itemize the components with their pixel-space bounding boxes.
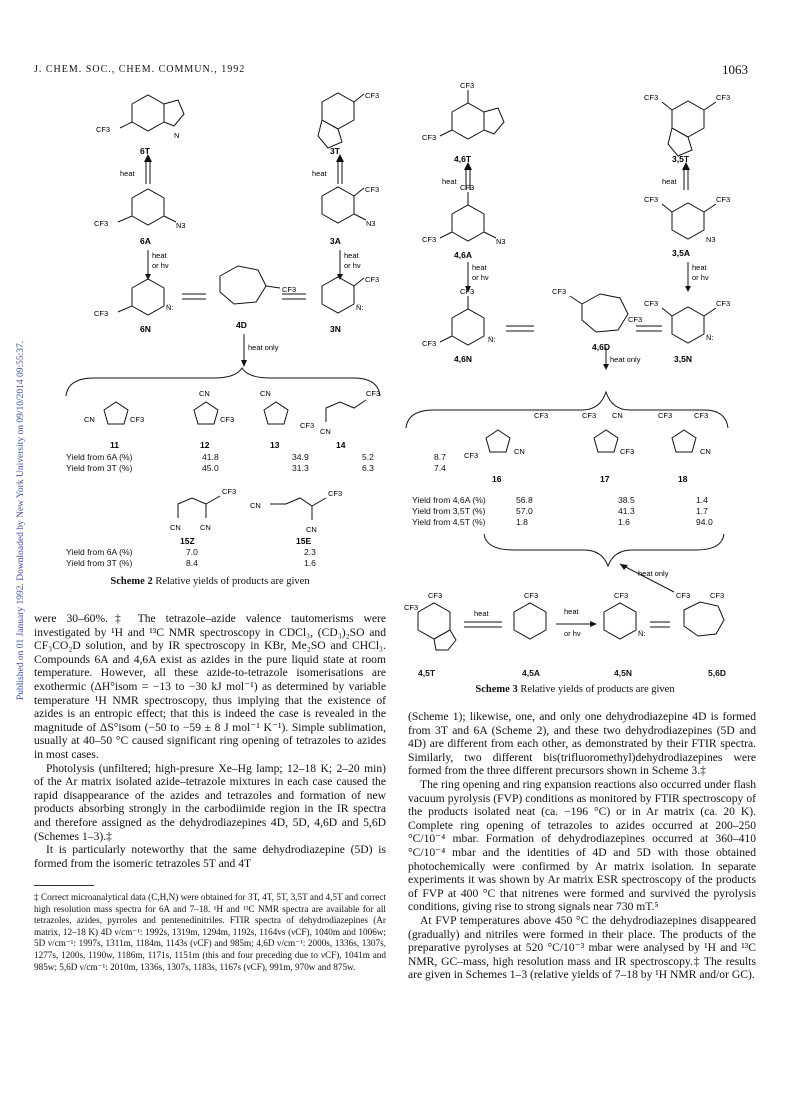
scheme2-products xyxy=(64,366,384,456)
yield-value: 7.0 xyxy=(186,546,198,557)
yield-value: 1.7 xyxy=(696,505,708,516)
arrow-label-heat-2: heat xyxy=(312,169,327,178)
s3b-group-cf3-a: CF3 xyxy=(428,591,443,600)
yield-value: 8.7 xyxy=(434,451,446,462)
s3p-group-cn-16: CN xyxy=(514,447,525,456)
s3-arrow-heat-2: heat xyxy=(662,177,677,186)
yield-row xyxy=(66,546,316,557)
yield-value: 34.9 xyxy=(292,451,309,462)
scheme3-bottom-labels xyxy=(418,668,728,680)
scheme2-group-cf3-4D: CF3 xyxy=(282,285,297,294)
paragraph: (Scheme 1); likewise, one, and only one dehydrodiazepine 4D is formed from 3T and 6A (Scheme 2), and these two dehydrodiazepines (5D and 4D) are different from each other, as demonstrated by their FTIR spectra. Similarly, two different bis(trifluoromethyl)dehydrodiazepines were formed from the three different precursors shown in Scheme 3.‡ xyxy=(408,710,756,778)
s3b-group-nitrene: N̈: xyxy=(638,629,646,638)
s3-group-nitrene-a: N̈: xyxy=(488,335,496,344)
label-4,6T: 4,6T xyxy=(454,154,472,164)
arrow-label-hv-2: or hν xyxy=(344,261,361,270)
group-cf3-11: CF3 xyxy=(130,415,145,424)
scheme2-group-cf3-3A: CF3 xyxy=(365,185,380,194)
label-15Z: 15Z xyxy=(180,536,195,546)
s3-group-n3-a: N3 xyxy=(496,237,506,246)
compound-4,5A-structure xyxy=(514,603,546,639)
label-3N: 3N xyxy=(330,324,341,334)
scheme3-caption-label: Scheme 3 xyxy=(475,684,518,695)
compound-4D-structure xyxy=(220,266,280,304)
s3p-group-cf3-16: CF3 xyxy=(534,411,549,420)
scheme2-structures xyxy=(60,80,390,370)
paragraph: were 30–60%.‡ The tetrazole–azide valence tautomerisms were investigated by ¹H and ¹³C NMR spectroscopy in CDCl₃, (CD₃)₂SO and CF₃CO₂D solution, and by IR spectroscopy in KBr, Me₂SO and CHCl₃. Compounds 6A and 4,6A exist as azides in the pure liquid state at room temperature. However, all these azide-to-tetrazole isomerisations are exothermic (ΔH°isom = −13 to −30 kJ mol⁻¹) as determined by variable temperature ¹H NMR spectroscopy, thus implying that the existence of azides is an entropic effect; that this is indeed the case is revealed in the magnitude of ΔS°isom (−50 to −59 ± 8 J mol⁻¹ K⁻¹). Simple sublimation, usually at 40–50 °C caused significant ring opening of tetrazoles to azides in most cases. xyxy=(34,612,386,761)
label-4,5A: 4,5A xyxy=(522,668,540,678)
paragraph: At FVP temperatures above 450 °C the dehydrodiazepines disappeared (gradually) and nitriles were formed in their place. The products of the preparative pyrolyses at 520 °C/10⁻³ mbar were analysed by ¹H and ¹³C NMR, GC–mass, high resolution mass and IR spectroscopy.‡ The results are given in Schemes 1–3 (relative yields of 7–18 by ¹H NMR and/or GC). xyxy=(408,913,756,982)
footnote-divider xyxy=(34,885,94,886)
label-3,5T: 3,5T xyxy=(672,154,690,164)
yield-row xyxy=(412,494,713,505)
scheme2-group-cf3-6T: CF3 xyxy=(96,125,111,134)
arrow-label-heat-only: heat only xyxy=(248,343,279,352)
label-3A: 3A xyxy=(330,236,341,246)
scheme2-group-n3-3A: N3 xyxy=(366,219,376,228)
s3-group-cf3-h: CF3 xyxy=(716,195,731,204)
label-18: 18 xyxy=(678,474,688,484)
s3-arrow-heat-4: heat xyxy=(692,263,707,272)
s3p-group-cf3-17b: CF3 xyxy=(620,447,635,456)
s3-group-cf3-i: CF3 xyxy=(460,287,475,296)
compound-4,6N-structure xyxy=(440,296,484,345)
watermark-text: Published on 01 January 1992. Downloaded by New York University on 09/10/2014 09:55:37. xyxy=(16,340,26,700)
yield-value: 41.8 xyxy=(202,451,219,462)
s3-group-cf3-f: CF3 xyxy=(422,235,437,244)
yield-value: 5.2 xyxy=(362,451,374,462)
group-nc-15E: CN xyxy=(250,501,261,510)
arrow-label-heat-3: heat xyxy=(152,251,167,260)
yield-row xyxy=(66,451,446,462)
s3p-group-cn-18: CN xyxy=(700,447,711,456)
yield-row-label: Yield from 3T (%) xyxy=(66,557,133,568)
compound-13-structure xyxy=(264,402,288,424)
s3b-group-f3c-b: CF3 xyxy=(676,591,691,600)
yield-value: 94.0 xyxy=(696,516,713,527)
scheme3-structures xyxy=(400,80,760,370)
scheme2-caption-label: Scheme 2 xyxy=(110,576,153,587)
compound-3,5A-structure xyxy=(662,203,716,239)
label-11: 11 xyxy=(110,440,119,450)
arrow-label-hv-1: or hν xyxy=(152,261,169,270)
scheme2-group-cf3-6A: CF3 xyxy=(94,219,109,228)
s3-arrow-heat-only-1: heat only xyxy=(610,355,641,364)
compound-4,5T-structure xyxy=(418,603,456,650)
s3-group-cf3-j: CF3 xyxy=(422,339,437,348)
paragraph: It is particularly noteworthy that the same dehydrodiazepine (5D) is formed from the isomeric tetrazoles 5T and 4T xyxy=(34,843,386,870)
s3-arrow-heat-5: heat xyxy=(474,609,489,618)
label-4,6A: 4,6A xyxy=(454,250,472,260)
arrow-label-heat-4: heat xyxy=(344,251,359,260)
scheme2-group-nitrene-6N: N̈: xyxy=(166,303,174,312)
compound-18-structure xyxy=(672,430,696,452)
yield-row xyxy=(66,462,446,473)
compound-14-structure xyxy=(326,400,366,422)
compound-4,6D-structure xyxy=(570,294,628,332)
scheme2-caption-text: Relative yields of products are given xyxy=(152,576,310,587)
yield-value: 7.4 xyxy=(434,462,446,473)
right-column-text xyxy=(408,710,756,982)
scheme2-caption xyxy=(40,576,380,587)
compound-15Z-structure xyxy=(178,496,220,518)
paragraph: The ring opening and ring expansion reactions also occurred under flash vacuum pyrolysis (FVP) conditions as monitored by FTIR spectroscopy of the products isolated neat (ca. −196 °C) or in Ar matrix (ca. 20 K). Complete ring opening of tetrazoles to azides occurred at 200–250 °C/10⁻⁴ mbar. Formation of dehydrodiazepines occurred at 360–410 °C/10⁻⁴ mbar and the identities of 4D and 5D with those obtained photochemically were confirmed by Ar matrix isolation. In separate experiments it was shown by Ar matrix ESR spectroscopy of the products of FVP at 400 °C that nitrenes were formed and survived the pyrolysis conditions, giving rise to strong signals near 730 mT.⁵ xyxy=(408,777,756,914)
group-cn-12: CN xyxy=(199,389,210,398)
label-15E: 15E xyxy=(296,536,312,546)
group-cf3-13: CF3 xyxy=(300,421,315,430)
scheme2-group-n3-6A: N3 xyxy=(176,221,186,230)
running-head: J. CHEM. SOC., CHEM. COMMUN., 1992 xyxy=(34,64,246,75)
download-watermark xyxy=(4,250,26,700)
group-cn-15E: CN xyxy=(306,525,317,534)
label-16: 16 xyxy=(492,474,502,484)
compound-4,6A-structure xyxy=(440,192,496,241)
group-cf3-15Z: CF3 xyxy=(222,487,237,496)
yield-row xyxy=(412,505,713,516)
compound-4,5N-structure xyxy=(604,603,636,639)
s3-group-cf3-b: CF3 xyxy=(422,133,437,142)
compound-16-structure xyxy=(486,430,510,452)
compound-6T-structure xyxy=(120,95,184,131)
yield-value: 1.6 xyxy=(618,516,630,527)
label-17: 17 xyxy=(600,474,610,484)
compound-5,6D-structure xyxy=(684,602,724,636)
yield-value: 8.4 xyxy=(186,557,198,568)
yield-value: 57.0 xyxy=(516,505,533,516)
s3-group-cf3-c: CF3 xyxy=(644,93,659,102)
label-3,5A: 3,5A xyxy=(672,248,690,258)
compound-4,6T-structure xyxy=(440,90,504,139)
s3-arrow-hv-3: or hν xyxy=(564,629,581,638)
yield-row xyxy=(66,557,316,568)
compound-3,5T-structure xyxy=(662,101,716,156)
s3b-group-cf3-b: CF3 xyxy=(524,591,539,600)
s3p-group-cf3-18: CF3 xyxy=(694,411,709,420)
page-number: 1063 xyxy=(722,62,748,77)
s3-group-cf3-l: CF3 xyxy=(628,315,643,324)
yield-row-label: Yield from 3,5T (%) xyxy=(412,505,486,516)
yield-row-label: Yield from 4,5T (%) xyxy=(412,516,486,527)
scheme3-bottom xyxy=(404,532,734,652)
yield-value: 1.8 xyxy=(516,516,528,527)
s3-group-cf3-e: CF3 xyxy=(460,183,475,192)
s3-arrow-hv-1: or hν xyxy=(472,273,489,282)
label-13: 13 xyxy=(270,440,280,450)
s3b-group-cf3-d: CF3 xyxy=(710,591,725,600)
label-12: 12 xyxy=(200,440,210,450)
scheme2-nitriles xyxy=(160,478,360,546)
yield-row-label: Yield from 6A (%) xyxy=(66,546,133,557)
s3-group-cf3-g: CF3 xyxy=(644,195,659,204)
group-cf3-14: CF3 xyxy=(366,389,381,398)
paragraph: Photolysis (unfiltered; high-presure Xe–Hg lamp; 12–18 K; 2–20 min) of the Ar matrix isolated azide–tetrazole mixtures in each case caused the rapid disappearance of the azides and tetrazoles and formation of new products absorbing strongly in the carbodiimide region in the IR spectra and therefore assigned as the dehydrodiazepines 4D, 5D, 4,6D and 5,6D (Schemes 1–3).‡ xyxy=(34,761,386,843)
scheme2-group-cf3-3T: CF3 xyxy=(365,91,380,100)
compound-15E-structure xyxy=(270,498,326,520)
compound-17-structure xyxy=(594,430,618,452)
left-column-text xyxy=(34,612,386,870)
s3p-group-f3c-18: CF3 xyxy=(658,411,673,420)
scheme2-group-n: N xyxy=(174,131,180,140)
label-6A: 6A xyxy=(140,236,151,246)
footnote: ‡ Correct microanalytical data (C,H,N) were obtained for 3T, 4T, 5T, 3,5T and 4,5T and correct high resolution mass spectra for 6A and 7–18. ¹H and ¹³C NMR spectra are available for all tetrazoles, azides, pyrroles and pentenedinitriles. FTIR spectra of dehydrodiazepines (Ar matrix, 12–18 K) 4D ν/cm⁻¹: 1992s, 1319m, 1294m, 1192s, 1164vs (νCF), 1040m and 1006w; 5D ν/cm⁻¹: 1997s, 1311m, 1184m, 1143s (νCF) and 985m; 4,6D ν/cm⁻¹: 2000s, 1336s, 1307s, 1277s, 1200s, 1190w, 1186m, 1171s, 1151m (this and four preceding due to νCF), 1041m and 985w; 5,6D ν/cm⁻¹: 2010m, 1336s, 1307s, 1183s, 1167s (νCF), 991m, 970w and 875w. xyxy=(34,892,386,972)
label-3T: 3T xyxy=(330,146,340,156)
yield-value: 38.5 xyxy=(618,494,635,505)
compound-3T-structure xyxy=(318,93,364,148)
s3p-group-cf3-17: CF3 xyxy=(582,411,597,420)
label-4D: 4D xyxy=(236,320,247,330)
s3p-group-cn-17: CN xyxy=(612,411,623,420)
s3-group-n3-b: N3 xyxy=(706,235,716,244)
group-cn-13: CN xyxy=(260,389,271,398)
s3-group-cf3-d: CF3 xyxy=(716,93,731,102)
s3-arrow-hv-2: or hν xyxy=(692,273,709,282)
compound-3A-structure xyxy=(322,187,366,223)
scheme3-caption-text: Relative yields of products are given xyxy=(517,684,675,695)
compound-11-structure xyxy=(104,402,128,424)
yield-row-label: Yield from 6A (%) xyxy=(66,451,133,462)
s3-group-cf3-n: CF3 xyxy=(716,299,731,308)
label-6T: 6T xyxy=(140,146,150,156)
scheme2-group-cf3-3N: CF3 xyxy=(365,275,380,284)
yield-value: 6.3 xyxy=(362,462,374,473)
s3-group-cf3-k: CF3 xyxy=(552,287,567,296)
yield-value: 31.3 xyxy=(292,462,309,473)
group-cf3-12: CF3 xyxy=(220,415,235,424)
yield-value: 1.4 xyxy=(696,494,708,505)
yield-row xyxy=(412,516,713,527)
arrow-label-heat-1: heat xyxy=(120,169,135,178)
label-14: 14 xyxy=(336,440,346,450)
label-3,5N: 3,5N xyxy=(674,354,692,364)
scheme2-group-cf3-6N: CF3 xyxy=(94,309,109,318)
s3-arrow-heat-only-2: heat only xyxy=(638,569,669,578)
scheme2-group-nitrene-3N: N̈: xyxy=(356,303,364,312)
s3b-group-cf3-c: CF3 xyxy=(614,591,629,600)
scheme2-yield-table-2 xyxy=(66,546,316,568)
group-cf3-15E: CF3 xyxy=(328,489,343,498)
yield-value: 45.0 xyxy=(202,462,219,473)
s3-group-nitrene-b: N̈: xyxy=(706,333,714,342)
compound-6A-structure xyxy=(118,189,176,225)
group-cn-14: CN xyxy=(320,427,331,436)
label-6N: 6N xyxy=(140,324,151,334)
yield-value: 56.8 xyxy=(516,494,533,505)
group-cn-15Z-2: CN xyxy=(200,523,211,532)
s3-arrow-heat-1: heat xyxy=(442,177,457,186)
compound-6N-structure xyxy=(118,279,164,315)
scheme2-yield-table-1 xyxy=(66,451,446,473)
s3-arrow-heat-6: heat xyxy=(564,607,579,616)
label-4,5N: 4,5N xyxy=(614,668,632,678)
yield-row-label: Yield from 4,6A (%) xyxy=(412,494,486,505)
s3p-group-f3c-16: CF3 xyxy=(464,451,479,460)
scheme3-yield-table xyxy=(412,494,713,527)
group-cn-11: CN xyxy=(84,415,95,424)
label-4,5T: 4,5T xyxy=(418,668,436,678)
scheme3-products xyxy=(404,388,734,498)
label-4,6N: 4,6N xyxy=(454,354,472,364)
yield-row-label: Yield from 3T (%) xyxy=(66,462,133,473)
label-4,6D: 4,6D xyxy=(592,342,610,352)
compound-12-structure xyxy=(194,402,218,424)
yield-value: 41.3 xyxy=(618,505,635,516)
yield-value: 2.3 xyxy=(304,546,316,557)
label-5,6D: 5,6D xyxy=(708,668,726,678)
scheme3-caption xyxy=(410,684,740,695)
s3-group-cf3-a: CF3 xyxy=(460,81,475,90)
s3-arrow-heat-3: heat xyxy=(472,263,487,272)
s3b-group-f3c-a: CF3 xyxy=(404,603,419,612)
group-cn-15Z-1: CN xyxy=(170,523,181,532)
yield-value: 1.6 xyxy=(304,557,316,568)
s3-group-cf3-m: CF3 xyxy=(644,299,659,308)
